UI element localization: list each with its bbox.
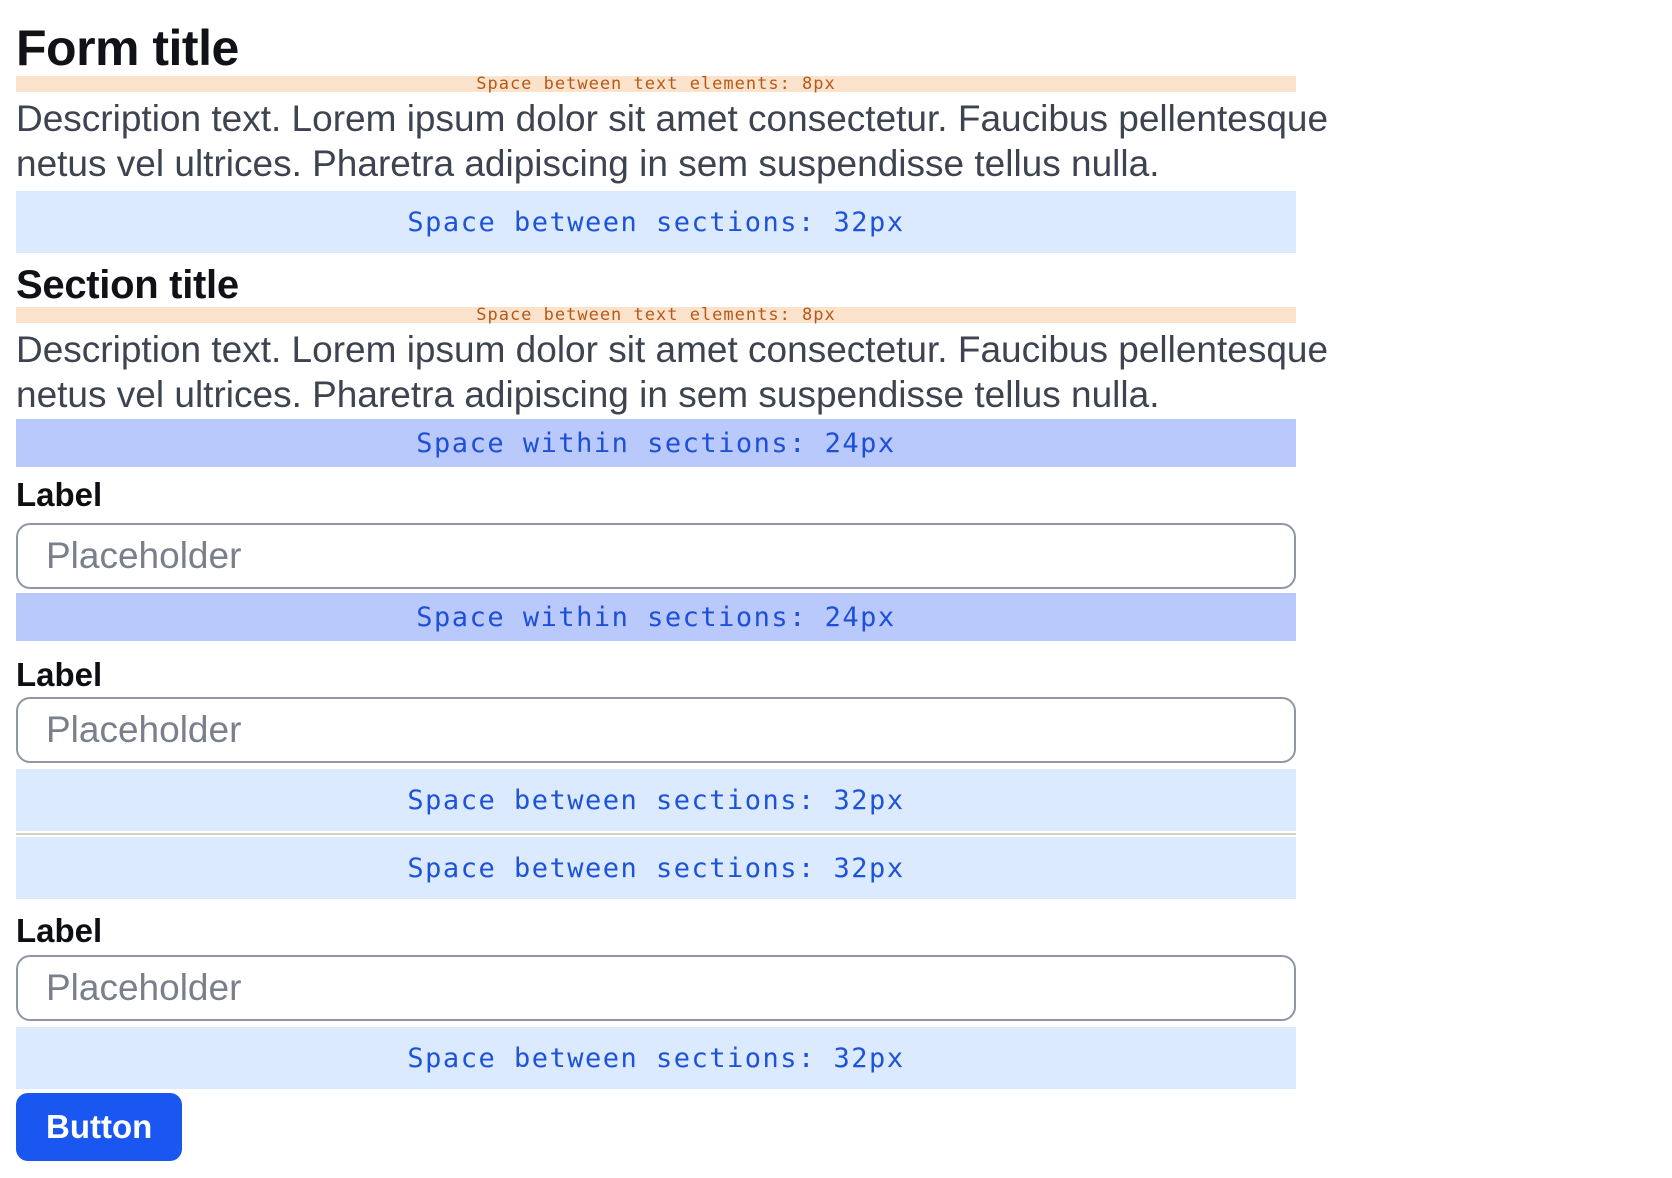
annotation-within-gap-bar-2 [16, 593, 1296, 641]
field-label-2: Label [16, 656, 103, 693]
annotation-section-gap-bar-3 [16, 837, 1296, 899]
annotation-section-gap-bar-2 [16, 769, 1296, 831]
form-description-line-2: netus vel ultrices. Pharetra adipiscing in sem suspendisse tellus nulla. [16, 143, 1160, 184]
field-label-1: Label [16, 476, 103, 513]
annotation-section-gap-bar-4 [16, 1027, 1296, 1089]
annotation-text-gap-bar-2 [16, 307, 1296, 323]
annotation-section-gap-label: Space between sections: 32px [407, 206, 905, 238]
text-input-2[interactable] [16, 697, 1296, 763]
text-input-1[interactable] [16, 523, 1296, 589]
annotation-text-gap-label: Space between text elements: 8px [476, 305, 836, 325]
section-description [16, 327, 1329, 417]
annotation-text-gap-label: Space between text elements: 8px [476, 74, 836, 94]
form-description-line-1: Description text. Lorem ipsum dolor sit amet consectetur. Faucibus pellentesque [16, 98, 1329, 139]
spacing-spec-page [0, 20, 1672, 1161]
annotation-within-gap-label: Space within sections: 24px [416, 601, 896, 633]
annotation-section-gap-label: Space between sections: 32px [407, 1042, 905, 1074]
text-input-3[interactable] [16, 955, 1296, 1021]
annotation-text-gap-bar-1 [16, 76, 1296, 92]
section-description-line-2: netus vel ultrices. Pharetra adipiscing in sem suspendisse tellus nulla. [16, 374, 1160, 415]
annotation-within-gap-label: Space within sections: 24px [416, 427, 896, 459]
section-title: Section title [16, 263, 239, 307]
annotation-section-gap-label: Space between sections: 32px [407, 784, 905, 816]
form-description [16, 96, 1329, 186]
annotation-within-gap-bar-1 [16, 419, 1296, 467]
annotation-section-gap-label: Space between sections: 32px [407, 852, 905, 884]
annotation-section-gap-bar-1 [16, 191, 1296, 253]
form-title: Form title [16, 20, 239, 76]
section-description-line-1: Description text. Lorem ipsum dolor sit amet consectetur. Faucibus pellentesque [16, 329, 1329, 370]
field-label-3: Label [16, 912, 103, 949]
submit-button[interactable]: Button [16, 1093, 182, 1161]
